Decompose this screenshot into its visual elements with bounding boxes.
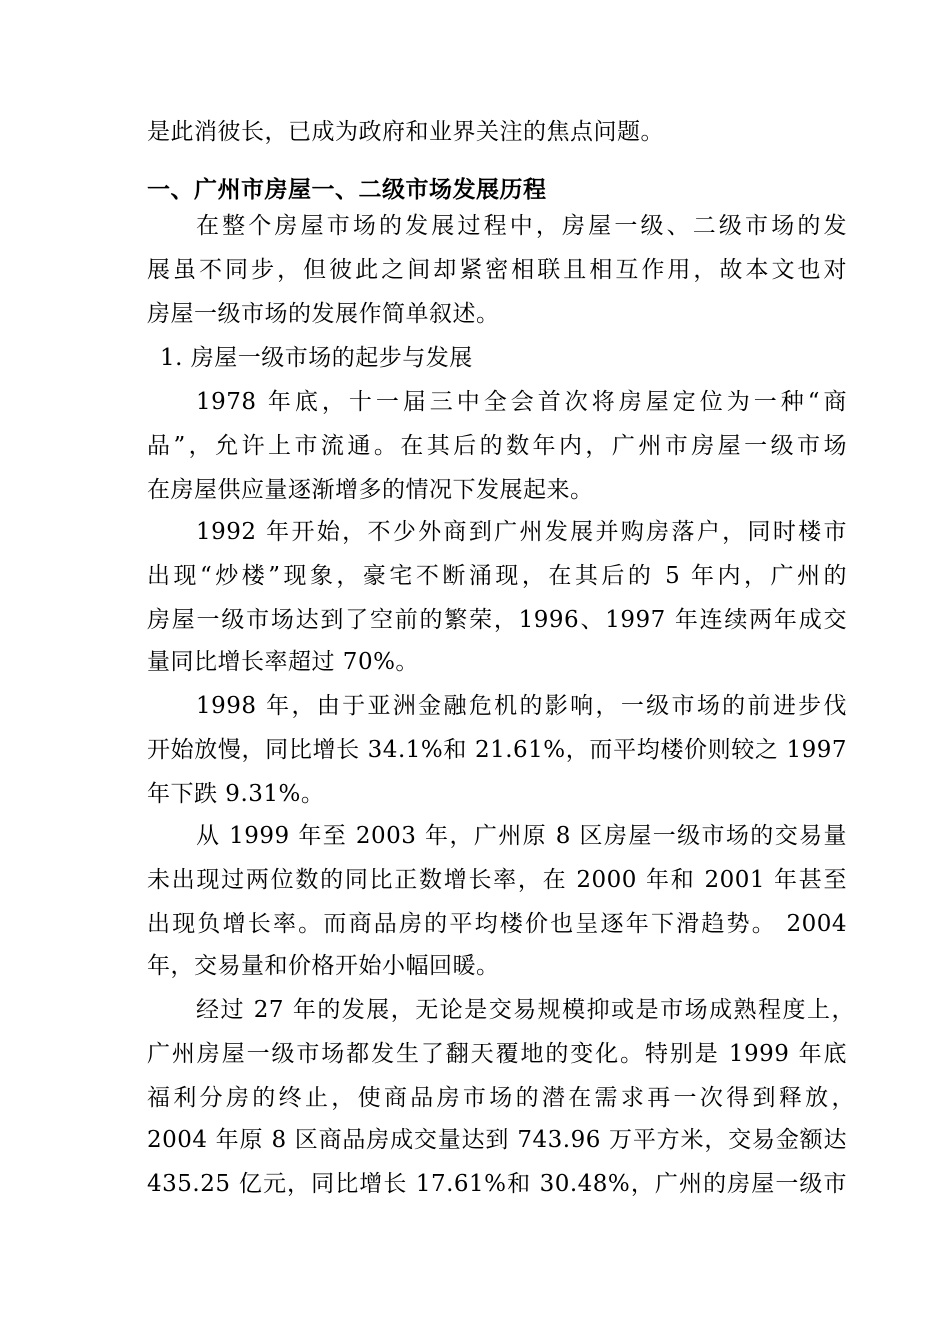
section-heading: 一、广州市房屋一、二级市场发展历程 xyxy=(147,177,547,203)
paragraph-line: 在整个房屋市场的发展过程中，房屋一级、二级市场的发 xyxy=(196,213,847,239)
subsection-heading: 1. 房屋一级市场的起步与发展 xyxy=(160,345,473,371)
paragraph-line: 1998 年，由于亚洲金融危机的影响，一级市场的前进步伐 xyxy=(196,693,847,719)
paragraph-line: 未出现过两位数的同比正数增长率，在 2000 年和 2001 年甚至 xyxy=(147,867,847,893)
paragraph-line: 广州房屋一级市场都发生了翻天覆地的变化。特别是 1999 年底 xyxy=(147,1041,847,1067)
paragraph-line: 在房屋供应量逐渐增多的情况下发展起来。 xyxy=(147,477,594,503)
paragraph-line: 是此消彼长，已成为政府和业界关注的焦点问题。 xyxy=(147,119,664,145)
paragraph-line: 2004 年原 8 区商品房成交量达到 743.96 万平方米，交易金额达 xyxy=(147,1127,847,1153)
paragraph-line: 435.25 亿元，同比增长 17.61%和 30.48%，广州的房屋一级市 xyxy=(147,1171,847,1197)
paragraph-line: 年，交易量和价格开始小幅回暖。 xyxy=(147,953,500,979)
paragraph-line: 展虽不同步，但彼此之间却紧密相联且相互作用，故本文也对 xyxy=(147,257,847,283)
paragraph-line: 经过 27 年的发展，无论是交易规模抑或是市场成熟程度上， xyxy=(196,997,855,1023)
paragraph-line: 出现“炒楼”现象，豪宅不断涌现，在其后的 5 年内，广州的 xyxy=(147,563,847,589)
paragraph-line: 福利分房的终止，使商品房市场的潜在需求再一次得到释放， xyxy=(147,1085,855,1111)
paragraph-line: 1992 年开始，不少外商到广州发展并购房落户，同时楼市 xyxy=(196,519,847,545)
paragraph-line: 从 1999 年至 2003 年，广州原 8 区房屋一级市场的交易量 xyxy=(196,823,847,849)
paragraph-line: 年下跌 9.31%。 xyxy=(147,781,325,807)
paragraph-line: 开始放慢，同比增长 34.1%和 21.61%，而平均楼价则较之 1997 xyxy=(147,737,847,763)
paragraph-line: 1978 年底，十一届三中全会首次将房屋定位为一种“商 xyxy=(196,389,847,415)
paragraph-line: 出现负增长率。而商品房的平均楼价也呈逐年下滑趋势。 2004 xyxy=(147,911,847,937)
paragraph-line: 品”，允许上市流通。在其后的数年内，广州市房屋一级市场 xyxy=(147,433,847,459)
paragraph-line: 量同比增长率超过 70%。 xyxy=(147,649,419,675)
paragraph-line: 房屋一级市场的发展作简单叙述。 xyxy=(147,301,500,327)
paragraph-line: 房屋一级市场达到了空前的繁荣，1996、1997 年连续两年成交 xyxy=(147,607,847,633)
